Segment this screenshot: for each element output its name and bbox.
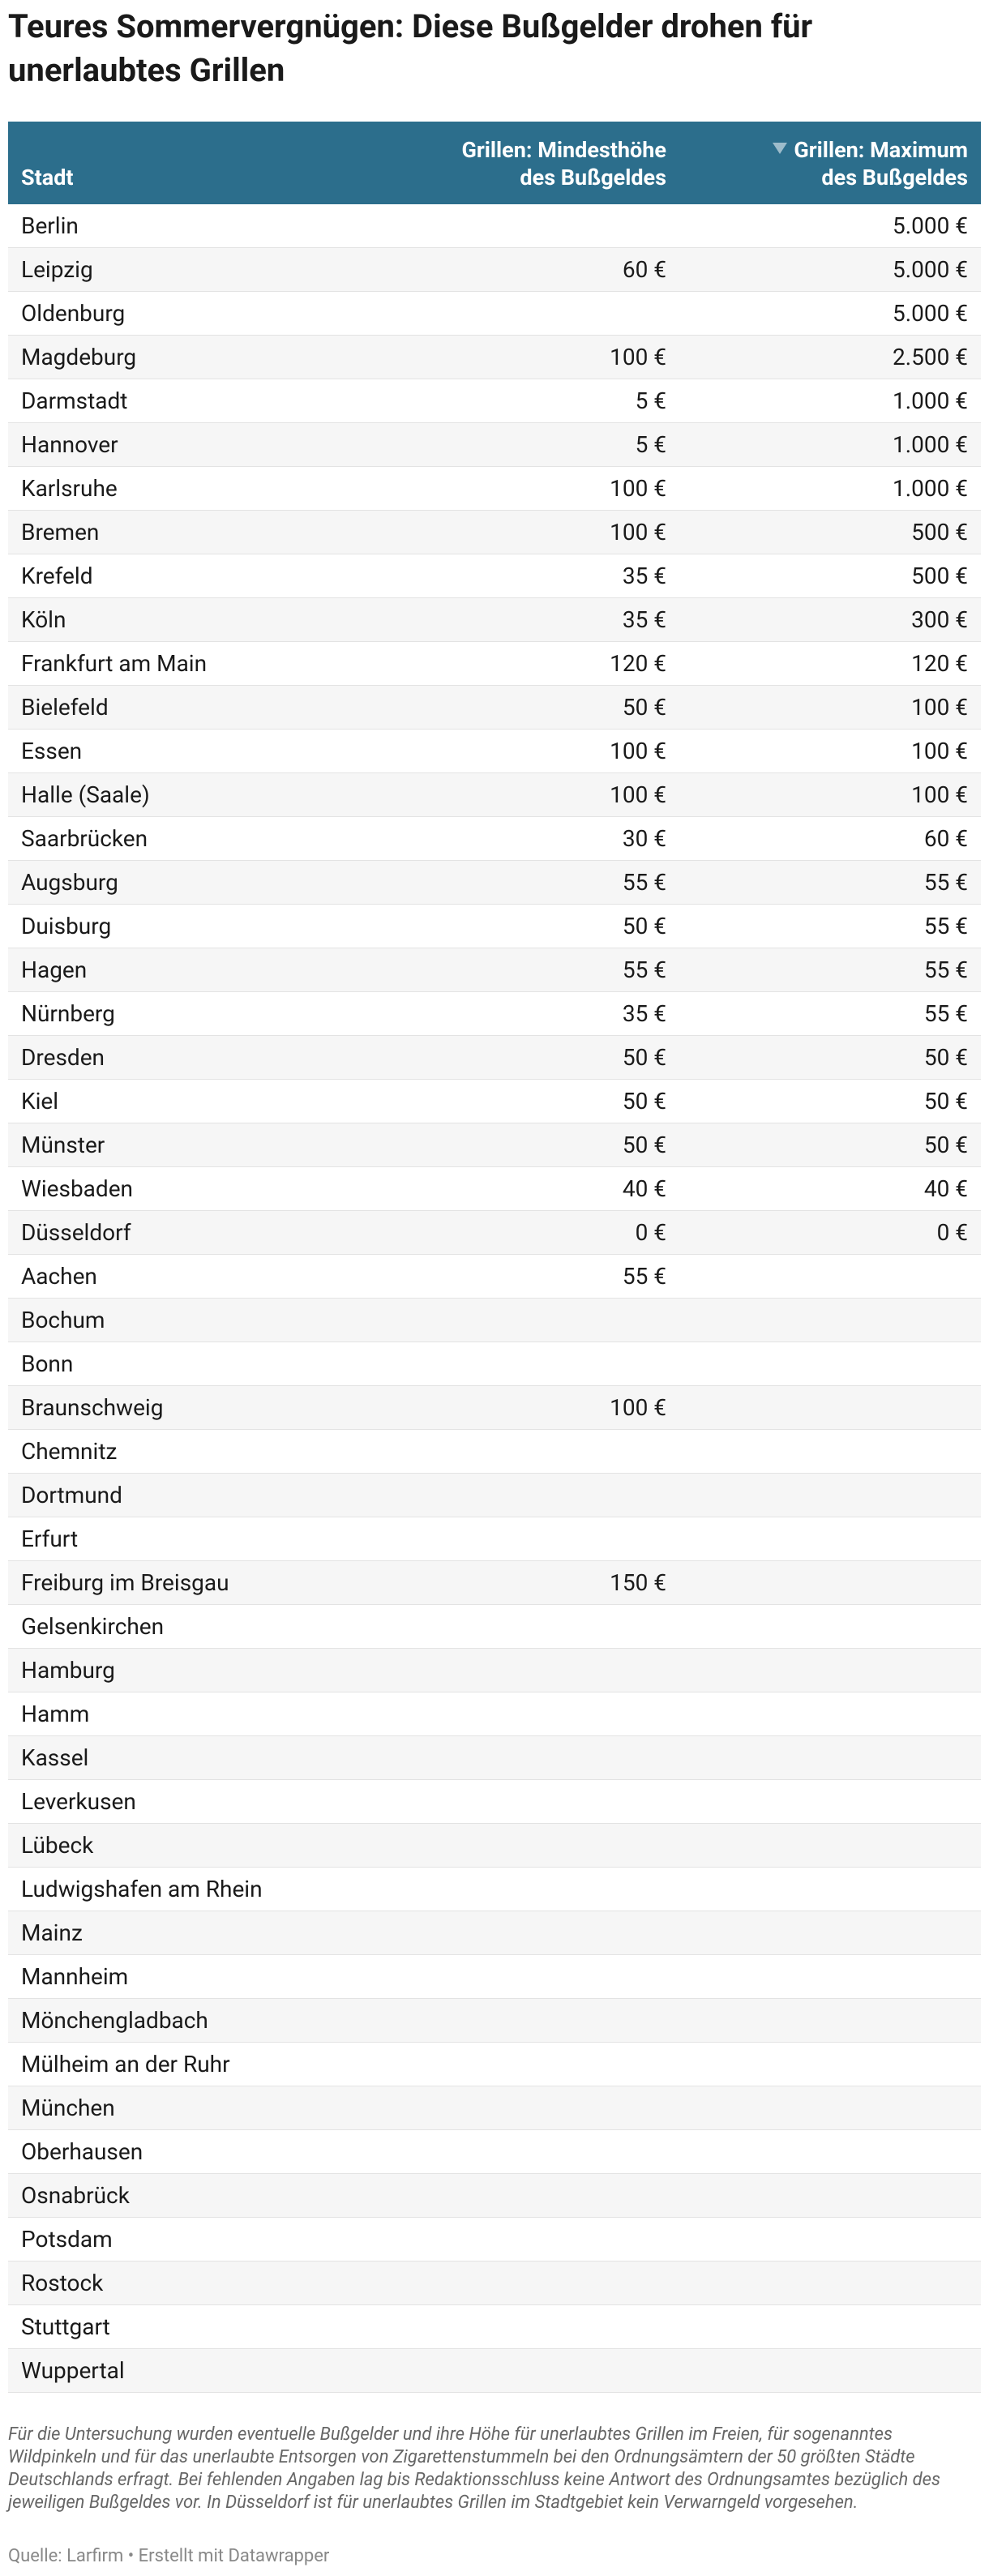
cell-max: 40 € — [923, 1175, 968, 1202]
table-row — [8, 379, 981, 423]
cell-city: Halle (Saale) — [21, 781, 150, 808]
cell-max: 2.500 € — [892, 344, 968, 370]
column-header-max-line2: des Bußgeldes — [821, 165, 968, 190]
cell-city: Münster — [21, 1132, 105, 1158]
table-row — [8, 2218, 981, 2261]
table-row — [8, 1386, 981, 1430]
cell-min: 100 € — [610, 738, 666, 764]
cell-min: 55 € — [622, 869, 666, 896]
table-row — [8, 1561, 981, 1605]
cell-min: 120 € — [610, 650, 666, 677]
table-row — [8, 423, 981, 467]
cell-max: 5.000 € — [892, 212, 968, 239]
table-row — [8, 467, 981, 511]
fines-table — [8, 122, 981, 2393]
cell-min: 100 € — [610, 781, 666, 808]
table-row — [8, 773, 981, 817]
table-header — [8, 122, 981, 204]
table-row — [8, 2174, 981, 2218]
cell-city: Erfurt — [21, 1525, 79, 1552]
table-row — [8, 817, 981, 861]
cell-max: 5.000 € — [892, 256, 968, 283]
cell-min: 35 € — [622, 563, 666, 589]
table-row — [8, 2130, 981, 2174]
sort-descending-icon — [773, 143, 787, 154]
table-row — [8, 554, 981, 598]
cell-max: 500 € — [911, 563, 968, 589]
cell-city: Leverkusen — [21, 1788, 136, 1815]
cell-city: Aachen — [21, 1263, 97, 1290]
cell-min: 100 € — [610, 475, 666, 502]
table-row — [8, 905, 981, 948]
cell-city: Gelsenkirchen — [21, 1613, 165, 1640]
cell-city: Duisburg — [21, 913, 112, 939]
page-title: Teures Sommervergnügen: Diese Bußgelder drohen für unerlaubtes Grillen — [8, 7, 813, 89]
cell-min: 50 € — [622, 694, 666, 721]
cell-city: Bonn — [21, 1350, 74, 1377]
cell-city: Essen — [21, 738, 83, 764]
cell-city: Karlsruhe — [21, 475, 118, 502]
table-row — [8, 1692, 981, 1736]
cell-max: 60 € — [923, 825, 968, 852]
table-row — [8, 598, 981, 642]
cell-city: Köln — [21, 606, 66, 633]
cell-min: 60 € — [622, 256, 666, 283]
cell-city: Braunschweig — [21, 1394, 164, 1421]
cell-city: Bochum — [21, 1307, 105, 1333]
table-row — [8, 686, 981, 730]
cell-min: 50 € — [622, 913, 666, 939]
table-row — [8, 1605, 981, 1649]
cell-max: 55 € — [923, 869, 968, 896]
cell-city: Magdeburg — [21, 344, 137, 370]
column-header-max-line1: Grillen: Maximum — [794, 137, 968, 163]
column-header-city[interactable]: Stadt — [21, 165, 74, 190]
cell-min: 40 € — [622, 1175, 666, 1202]
cell-max: 1.000 € — [892, 431, 968, 458]
cell-min: 100 € — [610, 1394, 666, 1421]
table-row — [8, 2086, 981, 2130]
cell-max: 500 € — [911, 519, 968, 546]
table-row — [8, 1824, 981, 1868]
cell-city: München — [21, 2095, 115, 2121]
cell-max: 5.000 € — [892, 300, 968, 327]
table-row — [8, 511, 981, 554]
cell-max: 50 € — [923, 1088, 968, 1115]
cell-city: Lübeck — [21, 1832, 94, 1859]
cell-city: Kiel — [21, 1088, 59, 1115]
cell-city: Bielefeld — [21, 694, 109, 721]
cell-city: Augsburg — [21, 869, 118, 896]
table-row — [8, 1736, 981, 1780]
column-header-max[interactable] — [660, 136, 968, 191]
cell-city: Saarbrücken — [21, 825, 148, 852]
table-row — [8, 642, 981, 686]
cell-city: Ludwigshafen am Rhein — [21, 1876, 263, 1902]
cell-max: 100 € — [911, 781, 968, 808]
table-row — [8, 1036, 981, 1080]
cell-city: Nürnberg — [21, 1000, 115, 1027]
cell-max: 120 € — [911, 650, 968, 677]
table-row — [8, 948, 981, 992]
table-body — [8, 204, 981, 2393]
table-row — [8, 336, 981, 379]
table-row — [8, 1342, 981, 1386]
cell-city: Berlin — [21, 212, 79, 239]
cell-max: 55 € — [923, 913, 968, 939]
cell-city: Düsseldorf — [21, 1219, 131, 1246]
table-row — [8, 1780, 981, 1824]
cell-city: Dortmund — [21, 1482, 122, 1508]
table-row — [8, 2349, 981, 2393]
cell-city: Mönchengladbach — [21, 2007, 208, 2034]
cell-city: Wiesbaden — [21, 1175, 134, 1202]
cell-city: Frankfurt am Main — [21, 650, 208, 677]
cell-max: 100 € — [911, 694, 968, 721]
column-header-min-line1: Grillen: Mindesthöhe — [461, 137, 666, 163]
cell-city: Leipzig — [21, 256, 93, 283]
cell-min: 50 € — [622, 1088, 666, 1115]
cell-min: 35 € — [622, 606, 666, 633]
cell-min: 5 € — [635, 431, 666, 458]
cell-min: 50 € — [622, 1132, 666, 1158]
cell-city: Hagen — [21, 956, 88, 983]
table-row — [8, 730, 981, 773]
cell-city: Mainz — [21, 1919, 83, 1946]
cell-max: 50 € — [923, 1132, 968, 1158]
cell-city: Wuppertal — [21, 2357, 125, 2384]
cell-city: Potsdam — [21, 2226, 113, 2253]
table-row — [8, 1080, 981, 1123]
cell-max: 100 € — [911, 738, 968, 764]
table-row — [8, 861, 981, 905]
cell-min: 150 € — [610, 1569, 666, 1596]
cell-min: 55 € — [622, 956, 666, 983]
table-row — [8, 1299, 981, 1342]
table-row — [8, 292, 981, 336]
table-row — [8, 1167, 981, 1211]
table-row — [8, 1474, 981, 1517]
table-row — [8, 1255, 981, 1299]
cell-city: Rostock — [21, 2270, 104, 2296]
cell-max: 55 € — [923, 956, 968, 983]
cell-city: Oldenburg — [21, 300, 126, 327]
cell-city: Stuttgart — [21, 2313, 110, 2340]
table-row — [8, 1911, 981, 1955]
table-row — [8, 248, 981, 292]
cell-city: Hamburg — [21, 1657, 115, 1684]
cell-city: Mülheim an der Ruhr — [21, 2051, 230, 2077]
cell-city: Freiburg im Breisgau — [21, 1569, 229, 1596]
cell-city: Darmstadt — [21, 387, 128, 414]
cell-min: 30 € — [622, 825, 666, 852]
cell-max: 55 € — [923, 1000, 968, 1027]
cell-min: 100 € — [610, 519, 666, 546]
cell-city: Bremen — [21, 519, 100, 546]
table-row — [8, 992, 981, 1036]
table-row — [8, 1999, 981, 2043]
cell-city: Krefeld — [21, 563, 93, 589]
column-header-min-line2: des Bußgeldes — [520, 165, 666, 190]
table-row — [8, 2043, 981, 2086]
cell-min: 0 € — [635, 1219, 666, 1246]
cell-max: 0 € — [936, 1219, 968, 1246]
cell-min: 100 € — [610, 344, 666, 370]
cell-city: Osnabrück — [21, 2182, 130, 2209]
cell-city: Dresden — [21, 1044, 105, 1071]
table-row — [8, 204, 981, 248]
cell-city: Hannover — [21, 431, 118, 458]
table-row — [8, 1430, 981, 1474]
cell-max: 1.000 € — [892, 387, 968, 414]
cell-min: 55 € — [622, 1263, 666, 1290]
table-row — [8, 1517, 981, 1561]
column-header-min[interactable] — [358, 136, 666, 191]
table-row — [8, 2305, 981, 2349]
cell-max: 50 € — [923, 1044, 968, 1071]
table-row — [8, 1868, 981, 1911]
source-line: Quelle: Larfirm • Erstellt mit Datawrapper — [8, 2546, 330, 2566]
cell-min: 50 € — [622, 1044, 666, 1071]
cell-city: Oberhausen — [21, 2138, 143, 2165]
cell-max: 300 € — [911, 606, 968, 633]
footnote: Für die Untersuchung wurden eventuelle Bußgelder und ihre Höhe für unerlaubtes Grillen im Freien, für sogenanntes Wildpinkeln und für das unerlaubte Entsorgen von Zigarettenstummeln bei den Ordnungsämtern der 50 größten Städte Deutschlands erfragt. Bei fehlenden Angaben lag bis Redaktionsschluss keine Antwort des Ordnungsamtes bezüglich des jeweiligen Bußgeldes vor. In Düsseldorf ist für unerlaubtes Grillen im Stadtgebiet kein Verwarngeld vorgesehen. — [8, 2424, 940, 2513]
cell-max: 1.000 € — [892, 475, 968, 502]
cell-city: Chemnitz — [21, 1438, 118, 1465]
table-row — [8, 1955, 981, 1999]
table-row — [8, 1649, 981, 1692]
cell-city: Hamm — [21, 1701, 90, 1727]
cell-min: 5 € — [635, 387, 666, 414]
cell-city: Mannheim — [21, 1963, 129, 1990]
table-row — [8, 1123, 981, 1167]
table-row — [8, 2261, 981, 2305]
cell-min: 35 € — [622, 1000, 666, 1027]
cell-city: Kassel — [21, 1744, 89, 1771]
table-row — [8, 1211, 981, 1255]
